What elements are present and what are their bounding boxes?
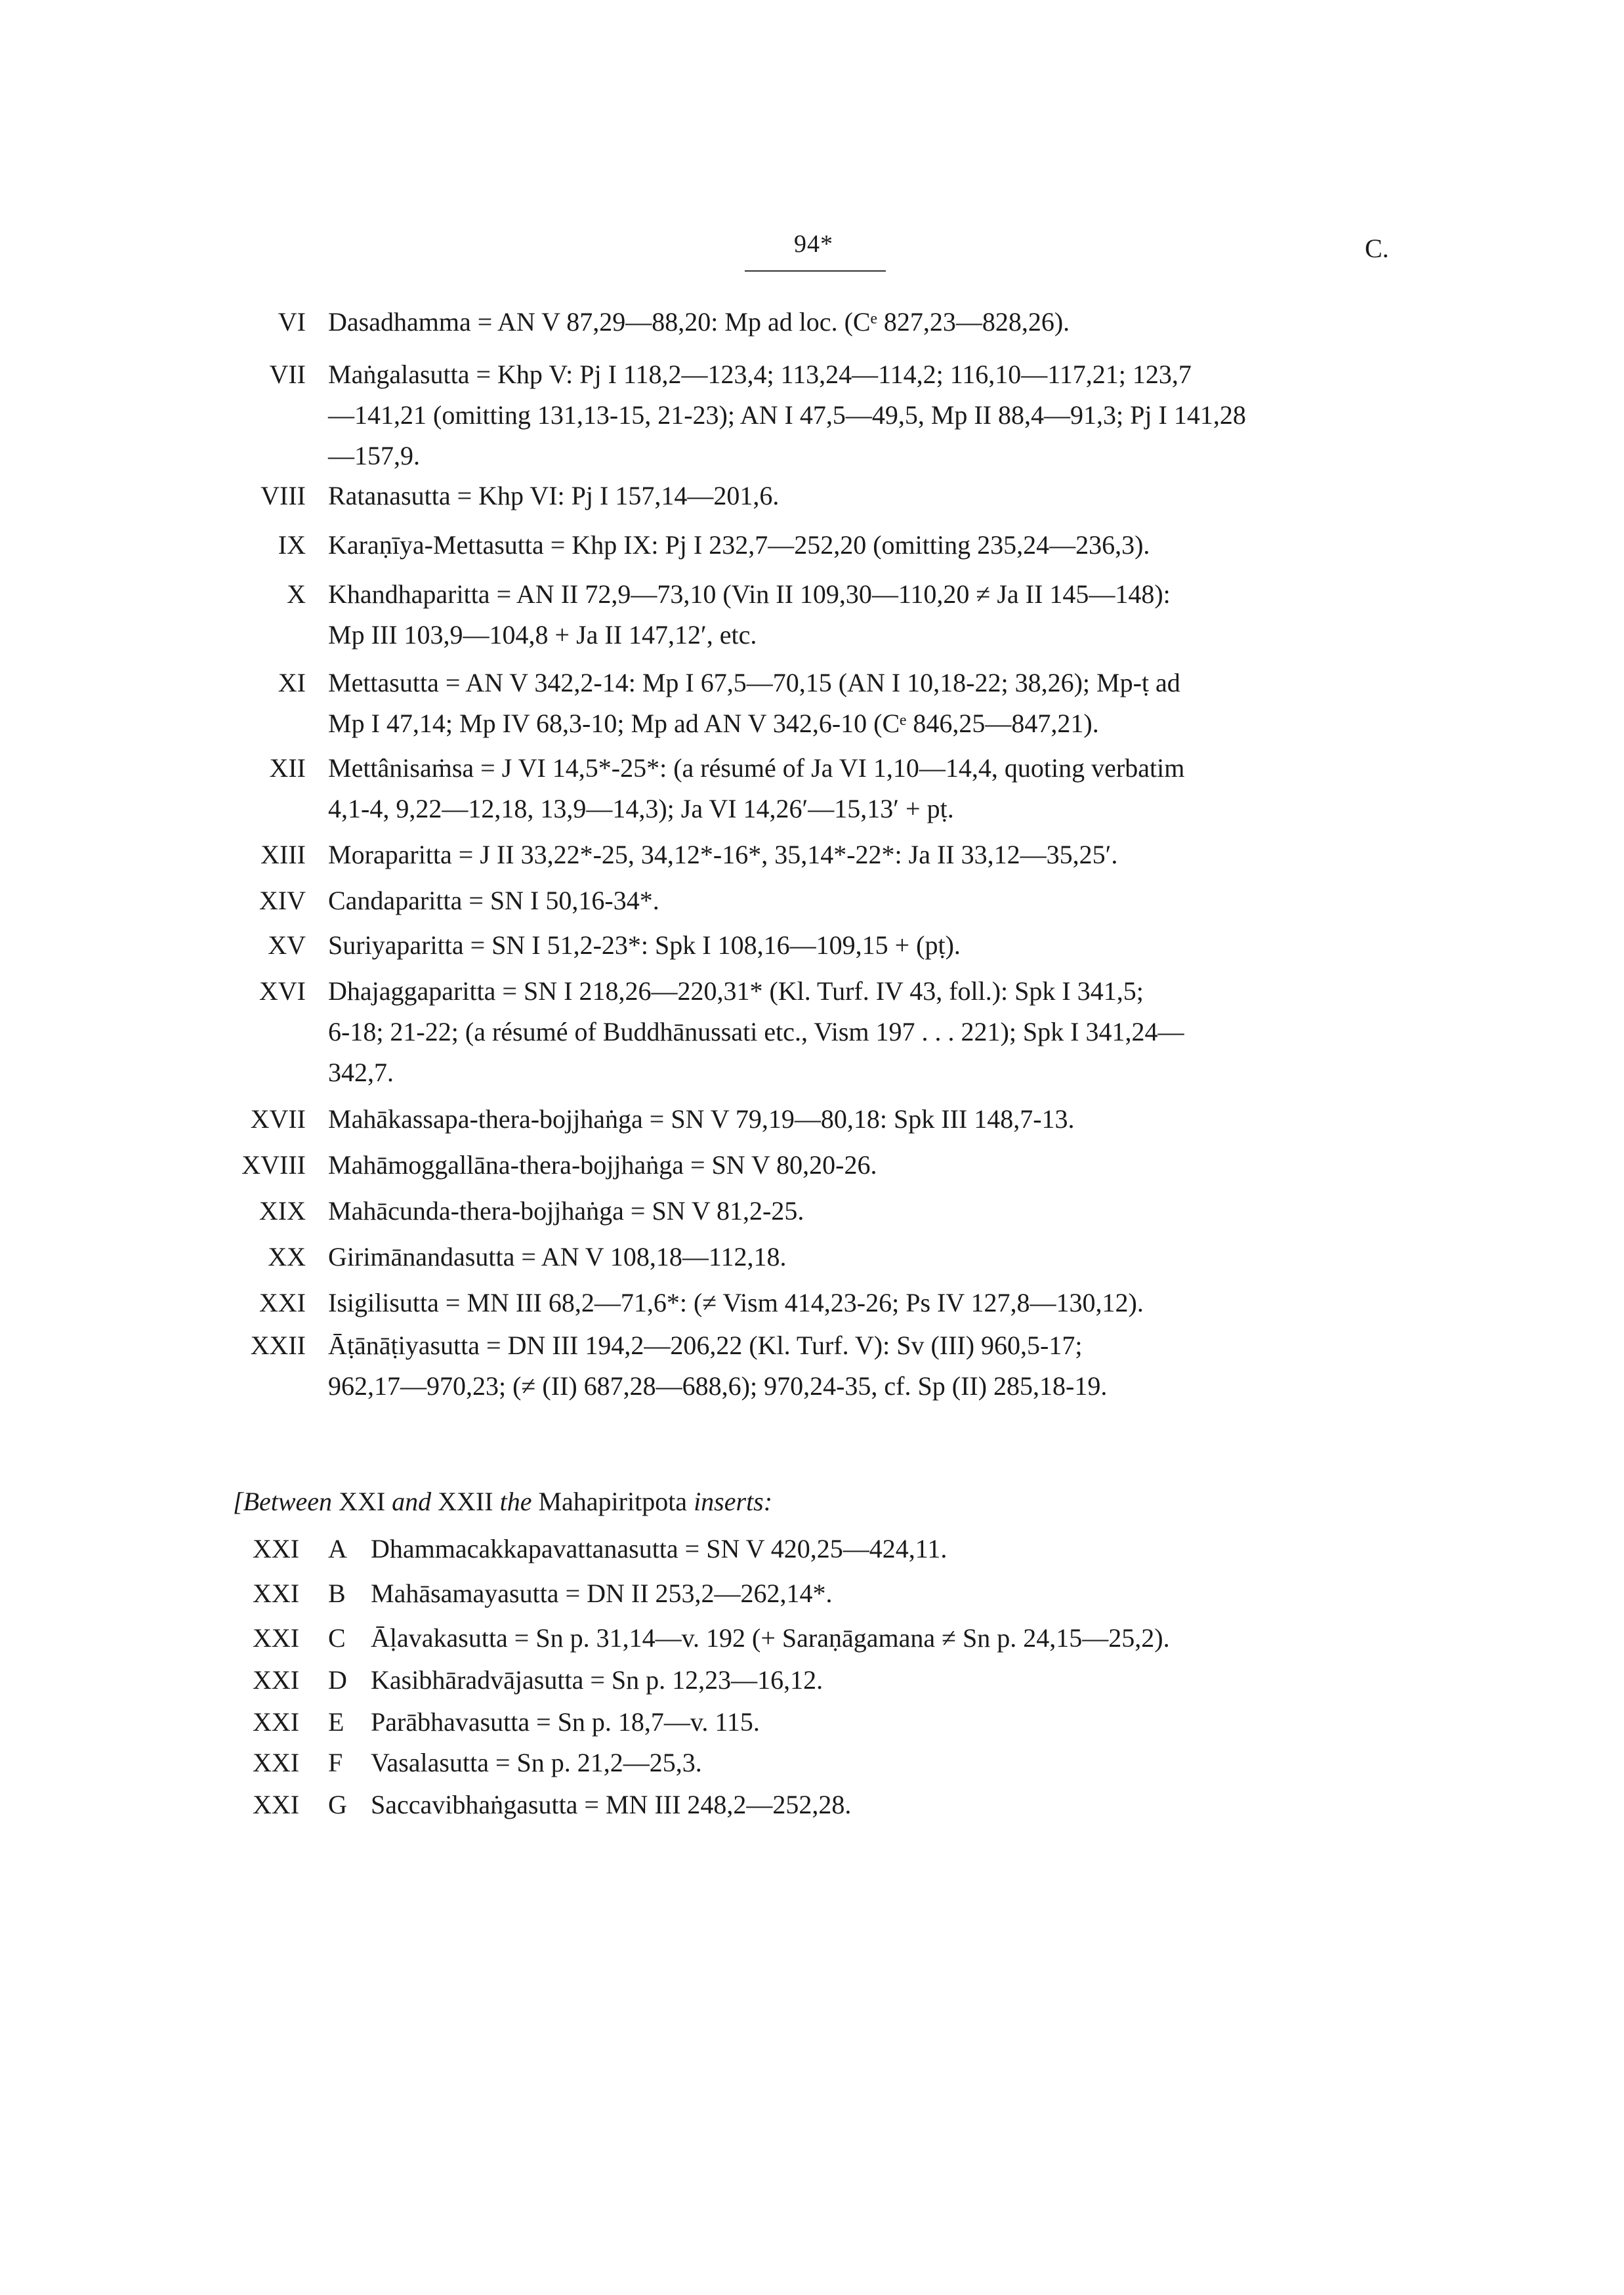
insert-text: Kasibhāradvājasutta = Sn p. 12,23—16,12. [371,1665,823,1695]
entry-number: XIII [260,840,306,869]
insert-number: XXI [253,1579,300,1608]
insert-letter: G [328,1790,347,1819]
entry-text: Mettânisaṁsa = J VI 14,5*-25*: (a résumé of Ja VI 1,10—14,4, quoting verbatim 4,1-4, 9,22—12,18, 13,9—14,3); Ja VI 14,26′—15,13′ + pṭ. [328,753,1185,823]
entry-text: Candaparitta = SN I 50,16-34*. [328,886,659,915]
entry-text: Khandhaparitta = AN II 72,9—73,10 (Vin II 109,30—110,20 ≠ Ja II 145—148): Mp III 103,9—104,8 + Ja II 147,12′, etc. [328,579,1171,650]
insert-text: Āḷavakasutta = Sn p. 31,14—v. 192 (+ Saraṇāgamana ≠ Sn p. 24,15—25,2). [371,1623,1170,1653]
insert-heading-the: the [493,1487,539,1516]
entry-text: Ratanasutta = Khp VI: Pj I 157,14—201,6. [328,481,780,510]
insert-heading [233,1486,772,1517]
entry-text: Mahākassapa-thera-bojjhaṅga = SN V 79,19—80,18: Spk III 148,7-13. [328,1104,1075,1134]
entry-number: X [287,579,306,609]
insert-text: Vasalasutta = Sn p. 21,2—25,3. [371,1748,702,1777]
entry-text: Suriyaparitta = SN I 51,2-23*: Spk I 108,16—109,15 + (pṭ). [328,930,961,960]
entry-number: VI [278,307,306,337]
insert-text: Dhammacakkapavattanasutta = SN V 420,25—424,11. [371,1534,947,1563]
entry-text: Isigilisutta = MN III 68,2—71,6*: (≠ Vism 414,23-26; Ps IV 127,8—130,12). [328,1288,1144,1317]
entry-number: VIII [260,481,306,510]
insert-letter: C [328,1623,346,1653]
page-number-rule [745,270,886,272]
entry-text: Dhajaggaparitta = SN I 218,26—220,31* (Kl. Turf. IV 43, foll.): Spk I 341,5; 6-18; 21-22; (a résumé of Buddhānussati etc., Vism 197 . . . 221); Spk I 341,24— 342,7. [328,976,1184,1087]
entry-text: Girimānandasutta = AN V 108,18—112,18. [328,1242,787,1272]
entry-number: XIV [259,886,306,915]
entry-text: Maṅgalasutta = Khp V: Pj I 118,2—123,4; 113,24—114,2; 116,10—117,21; 123,7 —141,21 (omitting 131,13-15, 21-23); AN I 47,5—49,5, Mp II 88,4—91,3; Pj I 141,28 —157,9. [328,360,1246,470]
insert-letter: A [328,1534,347,1563]
insert-number: XXI [253,1665,300,1695]
insert-letter: B [328,1579,346,1608]
insert-heading-a: XXI [339,1487,386,1516]
entry-number: XIX [259,1196,306,1226]
insert-heading-inserts: inserts: [687,1487,773,1516]
insert-number: XXI [253,1534,300,1563]
entry-text: Mahāmoggallāna-thera-bojjhaṅga = SN V 80,20-26. [328,1150,877,1180]
entry-number: XII [269,753,306,783]
entry-number: XI [278,668,306,697]
entry-number: XV [268,930,306,960]
insert-number: XXI [253,1623,300,1653]
entry-number: XVI [259,976,306,1006]
entry-number: XVII [250,1104,306,1134]
insert-letter: D [328,1665,347,1695]
entry-number: XVIII [241,1150,306,1180]
entry-text: Moraparitta = J II 33,22*-25, 34,12*-16*, 35,14*-22*: Ja II 33,12—35,25′. [328,840,1118,869]
entry-text: Mettasutta = AN V 342,2-14: Mp I 67,5—70,15 (AN I 10,18-22; 38,26); Mp-ṭ ad Mp I 47,14; Mp IV 68,3-10; Mp ad AN V 342,6-10 (Cᵉ 846,25—847,21). [328,668,1180,738]
insert-letter: E [328,1707,344,1737]
insert-heading-open: [Between [233,1487,339,1516]
insert-text: Parābhavasutta = Sn p. 18,7—v. 115. [371,1707,760,1737]
insert-letter: F [328,1748,343,1777]
entry-number: IX [278,530,306,560]
insert-text: Saccavibhaṅgasutta = MN III 248,2—252,28. [371,1790,852,1819]
page-number: 94* [794,230,833,258]
entry-text: Āṭānāṭiyasutta = DN III 194,2—206,22 (Kl. Turf. V): Sv (III) 960,5-17; 962,17—970,23; (≠ (II) 687,28—688,6); 970,24-35, cf. Sp (II) 285,18-19. [328,1331,1108,1401]
insert-number: XXI [253,1748,300,1777]
insert-text: Mahāsamayasutta = DN II 253,2—262,14*. [371,1579,833,1608]
entry-text: Dasadhamma = AN V 87,29—88,20: Mp ad loc. (Cᵉ 827,23—828,26). [328,307,1070,337]
entry-number: XXI [259,1288,306,1317]
insert-heading-name: Mahapiritpota [538,1487,688,1516]
entry-number: XXII [250,1331,306,1360]
insert-heading-b: XXII [438,1487,493,1516]
insert-heading-and: and [385,1487,438,1516]
entry-text: Karaṇīya-Mettasutta = Khp IX: Pj I 232,7—252,20 (omitting 235,24—236,3). [328,530,1150,560]
insert-number: XXI [253,1790,300,1819]
entry-number: XX [268,1242,306,1272]
insert-number: XXI [253,1707,300,1737]
entry-text: Mahācunda-thera-bojjhaṅga = SN V 81,2-25. [328,1196,804,1226]
section-letter: C. [1365,234,1389,263]
entry-number: VII [269,360,306,389]
